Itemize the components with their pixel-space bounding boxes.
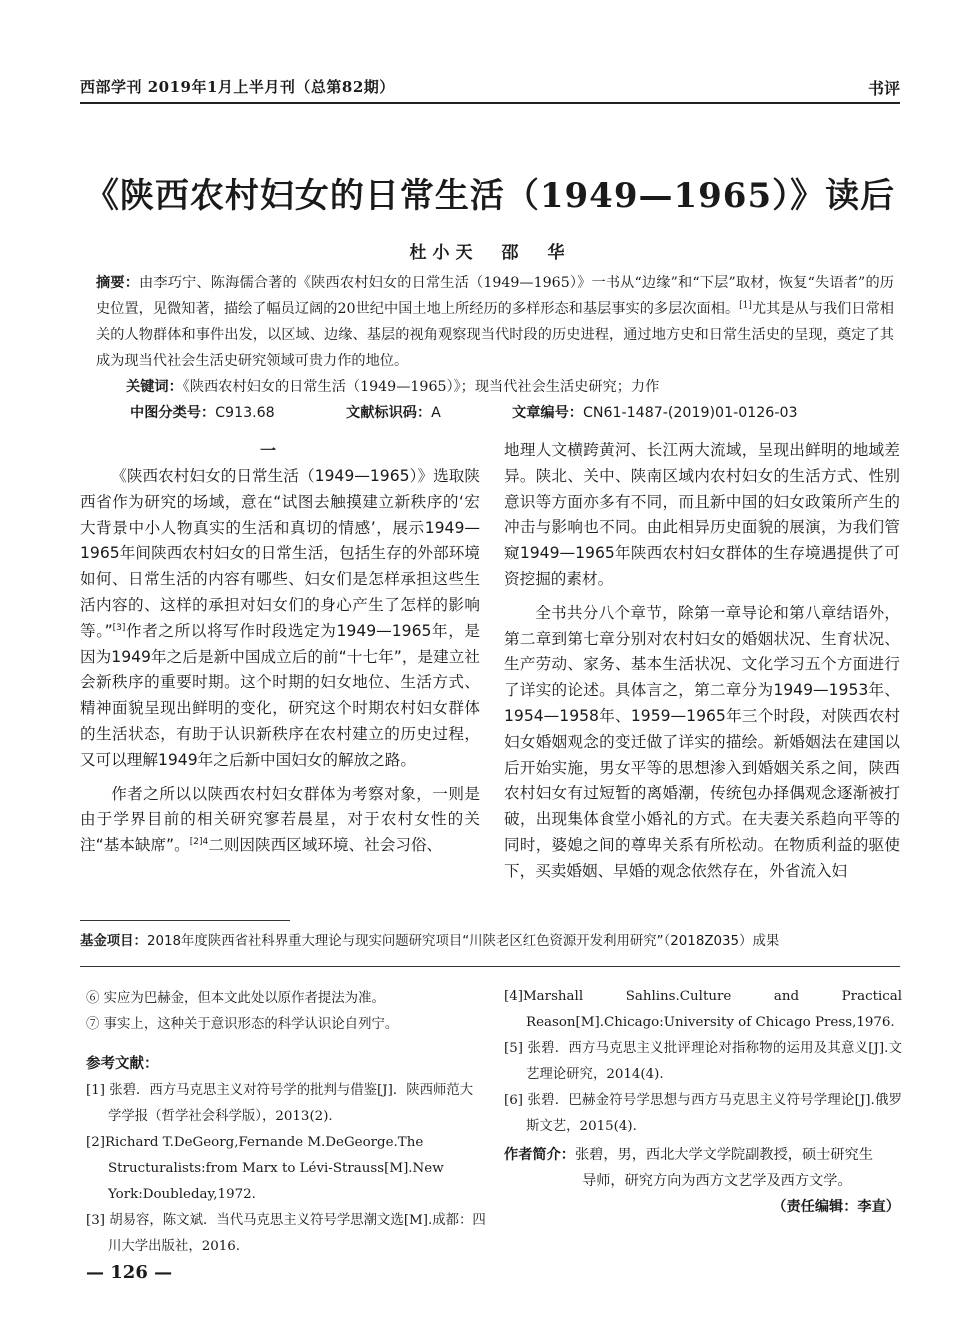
fund-label: 基金项目： (80, 934, 147, 949)
author-info-line: 导师，研究方向为西方文艺学及西方文学。 (582, 1173, 852, 1189)
article-title: 《陕西农村妇女的日常生活（1949—1965）》读后 (84, 176, 896, 216)
paragraph: 《陕西农村妇女的日常生活（1949—1965）》选取陕西省作为研究的场域，意在“试图去触摸建立新秩序的‘宏大背景中小人物真实的生活和真切的情感’，展示1949—1965年间陕西农村妇女的日常生活，包括生存的外部环境如何、日常生活的内容有哪些、妇女们是怎样承担这些生活内容的、这样的承担对妇女们的身心产生了怎样的影响等。”[3]作者之所以将写作时段选定为1949—1965年，是因为1949年之后是新中国成立后的前“十七年”，是建立社会新秩序的重要时期。这个时期的妇女地位、生活方式、精神面貌呈现出鲜明的变化，研究这个时期农村妇女群体的生活状态，有助于认识新秩序在农村建立的历史过程，又可以理解1949年之后新中国妇女的解放之路。 (80, 467, 481, 769)
reference-item: [4]Marshall Sahlins.Culture and Practical Reason[M].Chicago:University of Chicago Press,1976. (504, 989, 902, 1030)
responsible-editor: （责任编辑：李直） (772, 1199, 900, 1215)
reference-item: [2]Richard T.DeGeorg,Fernande M.DeGeorge.The Structuralists:from Marx to Lévi-Strauss[M].New York:Doubleday,1972. (86, 1135, 444, 1202)
keywords-text: 《陕西农村妇女的日常生活（1949—1965）》；现当代社会生活史研究；力作 (182, 379, 660, 395)
keywords-label: 关键词： (126, 379, 183, 395)
article-number-value: CN61-1487-(2019)01-0126-03 (582, 405, 798, 421)
endnote: ⑦ 事实上，这种关于意识形态的科学认识论自列宁。 (86, 1017, 399, 1032)
paragraph: 全书共分八个章节，除第一章导论和第八章结语外，第二章到第七章分别对农村妇女的婚姻状况、生育状况、生产劳动、家务、基本生活状况、文化学习五个方面进行了详实的论述。具体言之，第二章分为1949—1953年、1954—1958年、1959—1965年三个时段，对陕西农村妇女婚姻观念的变迁做了详实的描绘。新婚姻法在建国以后开始实施，男女平等的思想渗入到婚姻关系之间，陕西农村妇女有过短暂的离婚潮，传统包办择偶观念逐渐被打破，出现集体食堂小婚礼的方式。在夫妻关系趋向平等的同时，婆媳之间的尊卑关系有所松动。在物质利益的驱使下，买卖婚姻、早婚的观念依然存在，外省流入妇 (504, 603, 900, 880)
endnotes (86, 986, 496, 1038)
section-label: 书评 (867, 79, 900, 98)
abstract-citation: [1] (739, 300, 752, 311)
article-number-label: 文章编号： (512, 405, 583, 421)
fund-note (80, 930, 900, 949)
section-number: 一 (260, 441, 277, 460)
reference-item: [3] 胡易容，陈文斌．当代马克思主义符号学思潮文选[M].成都：四川大学出版社，2016. (86, 1213, 486, 1254)
author-info (504, 1142, 902, 1194)
author-info-line: 张碧，男，西北大学文学院副教授，硕士研究生 (574, 1147, 873, 1163)
references-right (504, 984, 902, 1140)
abstract-label: 摘要： (96, 275, 140, 291)
author-info-label: 作者简介： (504, 1147, 575, 1163)
endnote: ⑥ 实应为巴赫金，但本文此处以原作者提法为准。 (86, 991, 385, 1006)
paragraph: 地理人文横跨黄河、长江两大流域，呈现出鲜明的地域差异。陕北、关中、陕南区域内农村妇女的生活方式、性别意识等方面亦多有不同，而且新中国的妇女政策所产生的冲击与影响也不同。由此相异历史面貌的展演，为我们管窥1949—1965年陕西农村妇女群体的生存境遇提供了可资挖掘的素材。 (504, 441, 900, 588)
citation: [3] (112, 622, 126, 633)
page-number: — 126 — (86, 1262, 173, 1283)
abstract-text: 由李巧宁、陈海儒合著的《陕西农村妇女的日常生活（1949—1965）》一书从“边缘”和“下层”取材，恢复“失语者”的历史位置，见微知著，描绘了幅员辽阔的20世纪中国土地上所经历的多样形态和基层事实的多层次面相。 (96, 275, 894, 317)
clc-value: C913.68 (215, 405, 275, 421)
references-heading: 参考文献： (86, 1056, 159, 1072)
doc-code-value: A (431, 405, 441, 421)
keywords (126, 374, 894, 400)
body-column-left (80, 464, 480, 859)
article-authors: 杜小天 邵 华 (409, 243, 571, 263)
doc-code-label: 文献标识码： (346, 405, 432, 421)
clc-label: 中图分类号： (130, 405, 216, 421)
paragraph: 作者之所以以陕西农村妇女群体为考察对象，一则是由于学界目前的相关研究寥若晨星，对于农村女性的关注“基本缺席”。$^{[2]4}$二则因陕西区域环境、社会习俗、 (80, 784, 480, 855)
citation: [2]4 (189, 836, 209, 847)
reference-item: [5] 张碧．西方马克思主义批评理论对指称物的运用及其意义[J].文艺理论研究，2014(4). (504, 1041, 902, 1082)
body-column-right (504, 438, 900, 885)
abstract-text-continued: 尤其是从与我们日常相关的人物群体和事件出发，以区域、边缘、基层的视角观察现当代时段的历史进程，通过地方史和日常生活史的呈现，奠定了其成为现当代社会生活史研究领域可贵力作的地位。 (96, 301, 894, 369)
reference-item: [6] 张碧．巴赫金符号学思想与西方马克思主义符号学理论[J].俄罗斯文艺，2015(4). (504, 1093, 902, 1134)
journal-header: 西部学刊 2019年1月上半月刊（总第82期） (80, 78, 395, 96)
reference-item: [1] 张碧．西方马克思主义对符号学的批判与借鉴[J]．陕西师范大学学报（哲学社会科学版），2013(2). (86, 1083, 474, 1124)
section-divider (80, 966, 900, 967)
footnote-divider (80, 920, 290, 921)
references-left (86, 1078, 486, 1260)
fund-text: 2018年度陕西省社科界重大理论与现实问题研究项目“川陕老区红色资源开发利用研究”（2018Z035）成果 (146, 934, 780, 949)
abstract (96, 270, 894, 374)
header-divider (80, 102, 900, 104)
